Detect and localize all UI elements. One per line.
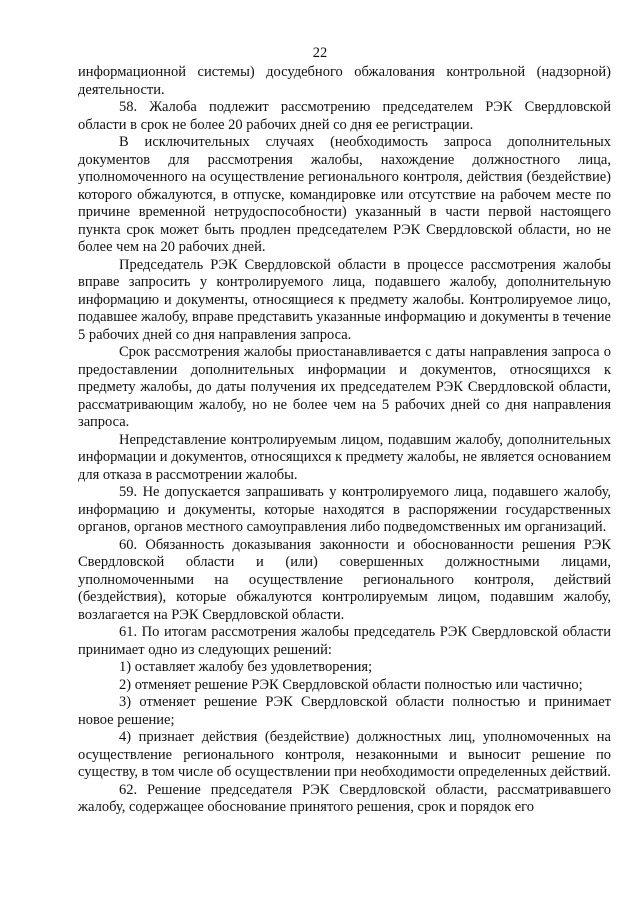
paragraph-58-nonsubmission: Непредставление контролируемым лицом, подавшим жалобу, дополнительных информации и документов, относящихся к предмету жалобы, не является основанием для отказа в рассмотрении жалобы. [78, 431, 611, 483]
paragraph-59: 59. Не допускается запрашивать у контролируемого лица, подавшего жалобу, информацию и документы, которые находятся в распоряжении государственных органов, органов местного самоуправления либо подведомственных им организаций. [78, 484, 611, 535]
paragraph-58-request: Председатель РЭК Свердловской области в процессе рассмотрения жалобы вправе запросить у контролируемого лица, подавшего жалобу, дополнительную информацию и документы, относящиеся к предмету жалобы. Контролируемое лицо, подавшее жалобу, вправе представить указанные информацию и документы в течение 5 рабочих дней со дня направления запроса. [78, 256, 611, 343]
list-item-4: 4) признает действия (бездействие) должностных лиц, уполномоченных на осуществление регионального контроля, незаконными и выносит решение по существу, в том числе об осуществлении при необходимости определенных действий. [78, 729, 611, 780]
list-item-2: 2) отменяет решение РЭК Свердловской области полностью или частично; [119, 676, 583, 693]
paragraph-60: 60. Обязанность доказывания законности и обоснованности решения РЭК Свердловской области и (или) совершенных должностными лицами, уполномоченными на осуществление регионального контроля, действий (бездействия), которые обжалуются контролируемым лицом, подавшим жалобу, возлагается на РЭК Свердловской области. [78, 536, 611, 623]
list-item-3: 3) отменяет решение РЭК Свердловской области полностью и принимает новое решение; [78, 694, 611, 728]
document-body [78, 64, 611, 817]
list-item-1: 1) оставляет жалобу без удовлетворения; [119, 659, 373, 675]
paragraph-58-suspension: Срок рассмотрения жалобы приостанавливается с даты направления запроса о предоставлении дополнительных информации и документов, относящихся к предмету жалобы, до даты получения их председателем РЭК Свердловской области, рассматривающим жалобу, но не более чем на 5 рабочих дней со дня направления запроса. [78, 344, 611, 430]
paragraph-62: 62. Решение председателя РЭК Свердловской области, рассматривавшего жалобу, содержащее обоснование принятого решения, срок и порядок его [78, 781, 611, 815]
paragraph-61: 61. По итогам рассмотрения жалобы председатель РЭК Свердловской области принимает одно из следующих решений: [78, 624, 611, 658]
page-number: 22 [312, 45, 328, 61]
paragraph-58: 58. Жалоба подлежит рассмотрению председателем РЭК Свердловской области в срок не более 20 рабочих дней со дня ее регистрации. [78, 99, 611, 133]
paragraph-58-exceptions: В исключительных случаях (необходимость запроса дополнительных документов для рассмотрения жалобы, нахождение должностного лица, уполномоченного на осуществление регионального контроля, действия (бездействие) которого обжалуются, в отпуске, командировке или отсутствие на рабочем месте по причине временной нетрудоспособности) указанный в части первой настоящего пункта срок может быть продлен председателем РЭК Свердловской области, но не более чем на 20 рабочих дней. [78, 134, 611, 255]
paragraph-continuation: информационной системы) досудебного обжалования контрольной (надзорной) деятельности. [78, 64, 611, 98]
